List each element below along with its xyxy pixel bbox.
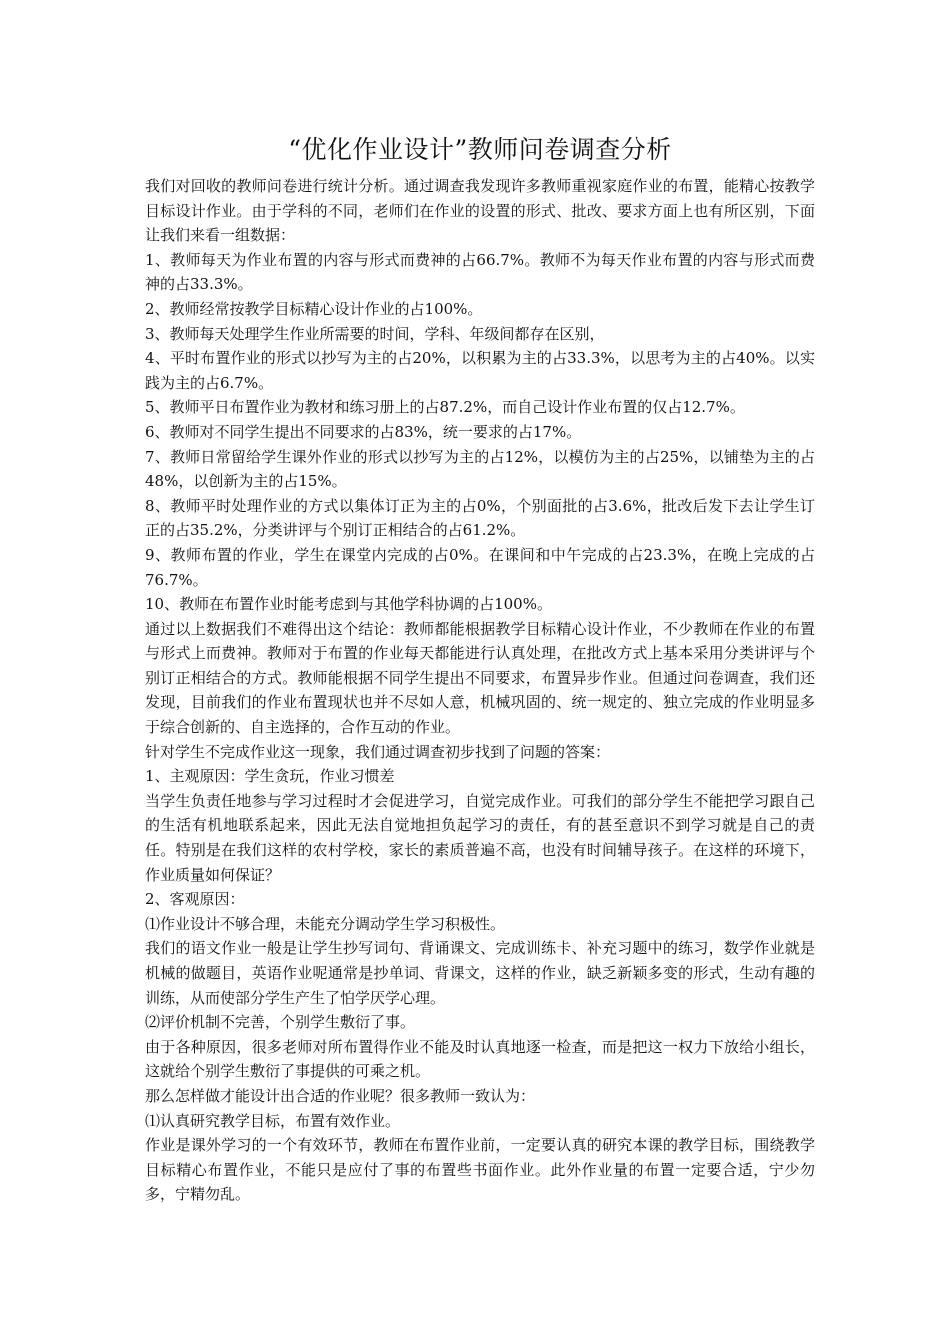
paragraph: 通过以上数据我们不难得出这个结论：教师都能根据教学目标精心设计作业，不少教师在作业的布置与形式上而费神。教师对于布置的作业每天都能进行认真处理，在批改方式上基本采用分类讲评与个别订正相结合的方式。教师能根据不同学生提出不同要求，布置异步作业。但通过问卷调查，我们还发现，目前我们的作业布置现状也并不尽如人意，机械巩固的、统一规定的、独立完成的作业明显多于综合创新的、自主选择的，合作互动的作业。	[145, 619, 815, 737]
paragraph: 针对学生不完成作业这一现象，我们通过调查初步找到了问题的答案：	[145, 742, 611, 761]
paragraph: 6、教师对不同学生提出不同要求的占83%，统一要求的占17%。	[145, 422, 582, 441]
document-page	[145, 128, 815, 1207]
paragraph: 我们的语文作业一般是让学生抄写词句、背诵课文、完成训练卡、补充习题中的练习，数学作业就是机械的做题目，英语作业呢通常是抄单词、背课文，这样的作业，缺乏新颖多变的形式，生动有趣的训练，从而使部分学生产生了怕学厌学心理。	[145, 939, 815, 1007]
paragraph: 1、主观原因：学生贪玩，作业习惯差	[145, 767, 395, 786]
paragraph: 9、教师布置的作业，学生在课堂内完成的占0%。在课间和中午完成的占23.3%，在晚上完成的占76.7%。	[145, 545, 815, 589]
document-body	[145, 174, 815, 1207]
paragraph: 那么怎样做才能设计出合适的作业呢？很多教师一致认为：	[145, 1086, 536, 1105]
paragraph: 5、教师平日布置作业为教材和练习册上的占87.2%，而自己设计作业布置的仅占12.7%。	[145, 398, 745, 417]
paragraph: 4、平时布置作业的形式以抄写为主的占20%，以积累为主的占33.3%，以思考为主的占40%。以实践为主的占6.7%。	[145, 349, 815, 392]
paragraph: ⑵评价机制不完善，个别学生敷衍了事。	[145, 1013, 416, 1032]
paragraph: 我们对回收的教师问卷进行统计分析。通过调查我发现许多教师重视家庭作业的布置，能精心按教学目标设计作业。由于学科的不同，老师们在作业的设置的形式、批改、要求方面上也有所区别，下面让我们来看一组数据：	[145, 177, 815, 245]
paragraph: 7、教师日常留给学生课外作业的形式以抄写为主的占12%，以模仿为主的占25%，以铺垫为主的占48%，以创新为主的占15%。	[145, 447, 815, 491]
paragraph: 当学生负责任地参与学习过程时才会促进学习，自觉完成作业。可我们的部分学生不能把学习跟自己的生活有机地联系起来，因此无法自觉地担负起学习的责任，有的甚至意识不到学习就是自己的责任。特别是在我们这样的农村学校，家长的素质普遍不高，也没有时间辅导孩子。在这样的环境下，作业质量如何保证？	[145, 791, 815, 884]
document-title: “优化作业设计”教师问卷调查分析	[288, 135, 672, 164]
paragraph: 2、教师经常按教学目标精心设计作业的占100%。	[145, 299, 483, 318]
paragraph: 10、教师在布置作业时能考虑到与其他学科协调的占100%。	[145, 595, 552, 614]
paragraph: 1、教师每天为作业布置的内容与形式而费神的占66.7%。教师不为每天作业布置的内容与形式而费神的占33.3%。	[145, 250, 815, 294]
paragraph: ⑴认真研究教学目标，布置有效作业。	[145, 1111, 401, 1130]
paragraph: 3、教师每天处理学生作业所需要的时间，学科、年级间都存在区别，	[145, 324, 605, 343]
paragraph: ⑴作业设计不够合理，未能充分调动学生学习积极性。	[145, 914, 506, 933]
paragraph: 8、教师平时处理作业的方式以集体订正为主的占0%，个别面批的占3.6%，批改后发下去让学生订正的占35.2%，分类讲评与个别订正相结合的占61.2%。	[145, 496, 815, 540]
paragraph: 由于各种原因，很多老师对所布置得作业不能及时认真地逐一检查，而是把这一权力下放给小组长，这就给个别学生敷衍了事提供的可乘之机。	[145, 1037, 815, 1081]
paragraph: 作业是课外学习的一个有效环节，教师在布置作业前，一定要认真的研究本课的教学目标，围绕教学目标精心布置作业，不能只是应付了事的布置些书面作业。此外作业量的布置一定要合适，宁少勿多，宁精勿乱。	[145, 1136, 815, 1204]
paragraph: 2、客观原因：	[145, 890, 245, 909]
